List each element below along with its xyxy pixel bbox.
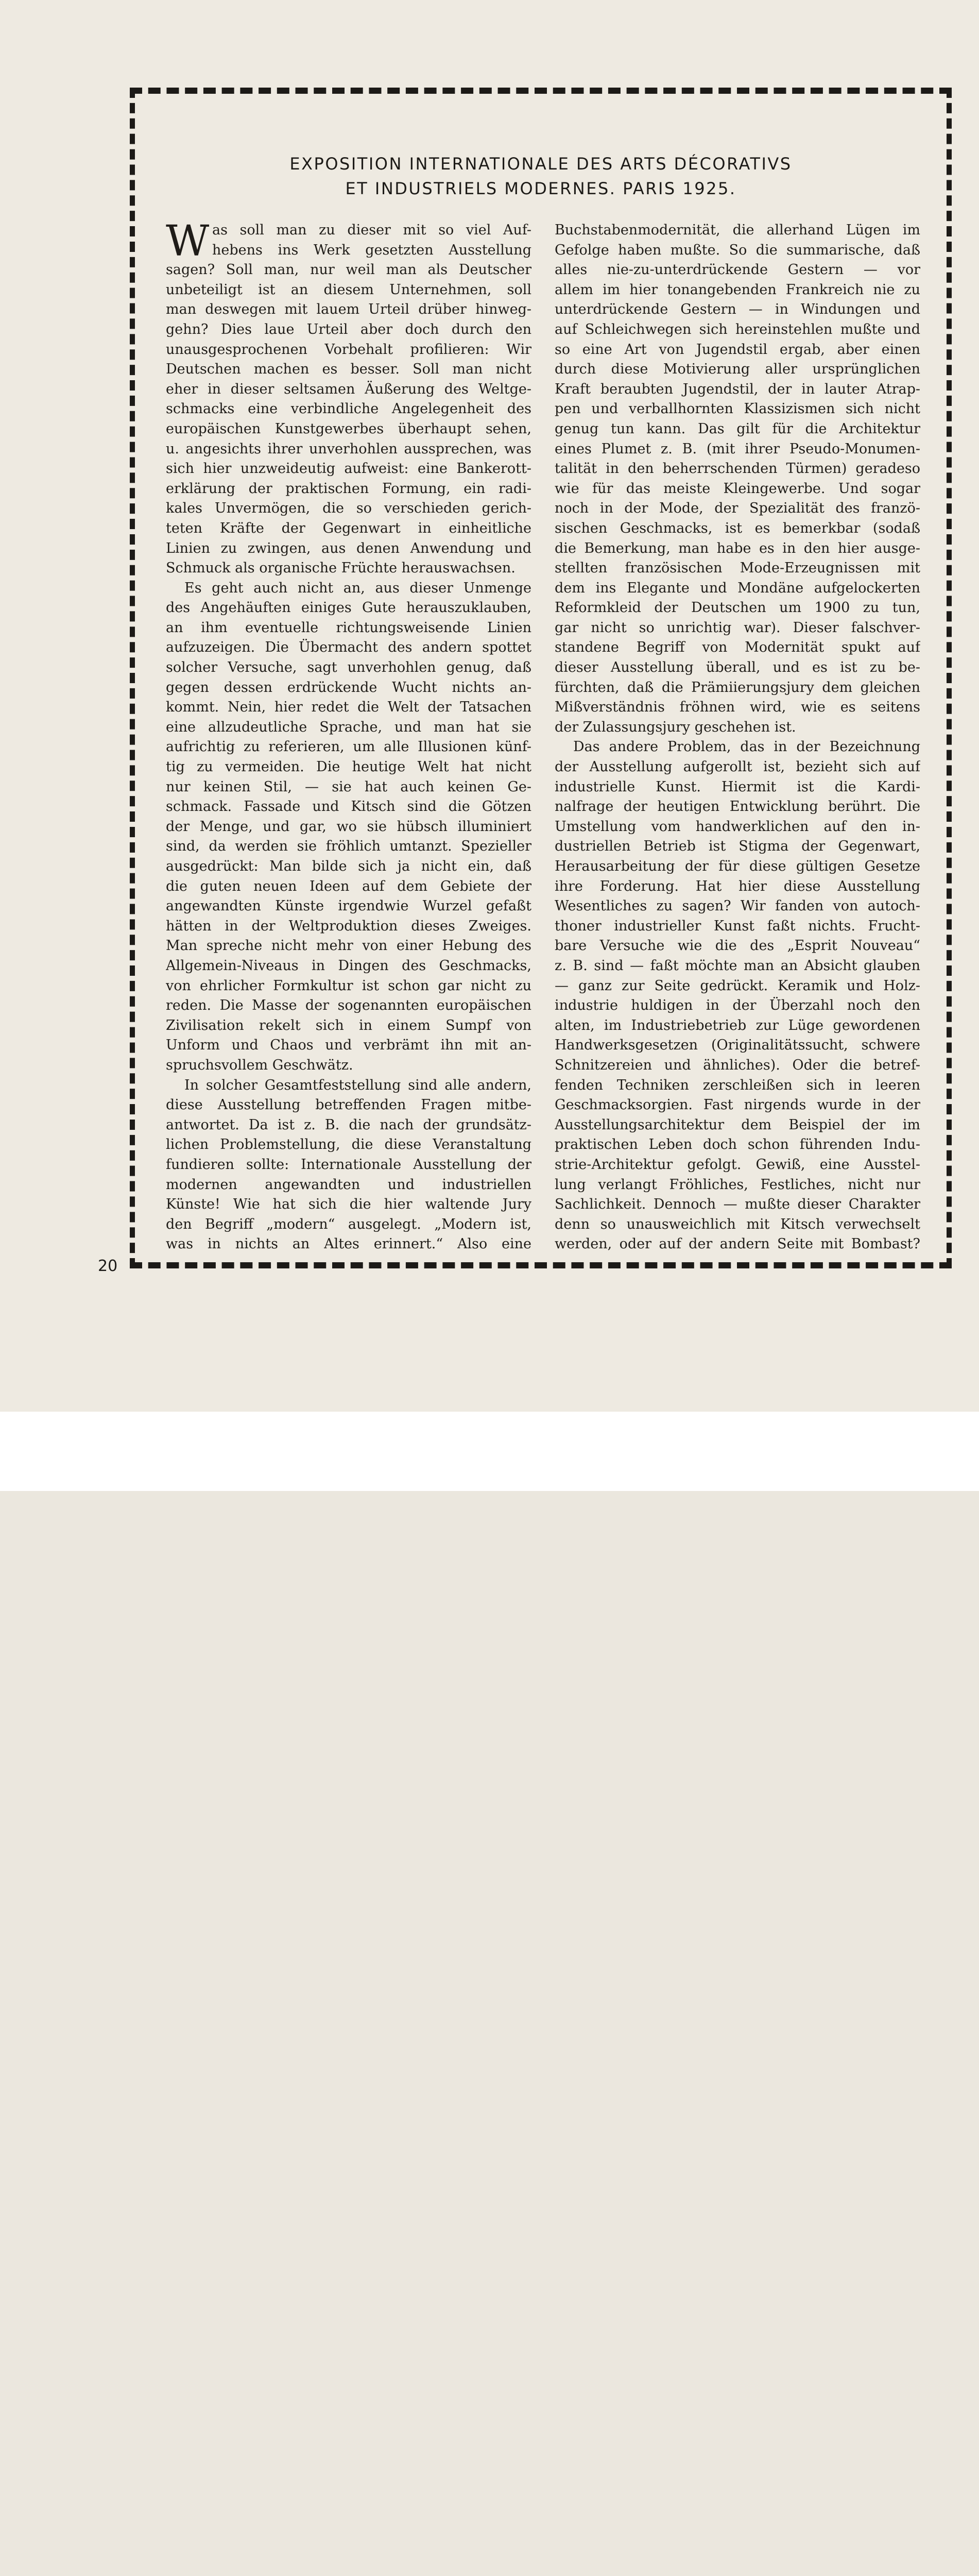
- text-line: nalfrage der heutigen Entwicklung berührt. Die: [555, 799, 920, 815]
- text-line: Schnitzereien und ähnliches). Oder die betref-: [555, 1057, 920, 1073]
- text-line: Handwerksgesetzen (Originalitätssucht, schwere: [555, 1037, 920, 1054]
- text-line: des Angehäuften einiges Gute herauszuklauben,: [166, 600, 531, 616]
- article-title-line-1: EXPOSITION INTERNATIONALE DES ARTS DÉCORATIVS: [289, 154, 792, 174]
- text-line: die Bemerkung, man habe es in den hier ausge-: [555, 540, 920, 556]
- text-line: strie-Architektur gefolgt. Gewiß, eine Ausstel-: [555, 1156, 920, 1173]
- text-line: solcher Versuche, sagt unverhohlen genug, daß: [166, 659, 531, 676]
- text-line: Künste! Wie hat sich die hier waltende Jury: [166, 1196, 531, 1213]
- text-line: Man spreche nicht mehr von einer Hebung des: [166, 938, 531, 954]
- text-line: hebens ins Werk gesetzten Ausstellung: [212, 242, 531, 258]
- text-line: lung verlangt Fröhliches, Festliches, nicht nur: [555, 1176, 920, 1193]
- text-line: so eine Art von Jugendstil ergab, aber einen: [555, 341, 920, 358]
- text-line: Gefolge haben mußte. So die summarische, daß: [555, 242, 920, 258]
- text-line: Unform und Chaos und verbrämt ihn mit an-: [166, 1037, 531, 1054]
- text-line: dieser Ausstellung überall, und es ist zu be-: [555, 659, 920, 676]
- text-line: industrielle Kunst. Hiermit ist die Kardi-: [555, 778, 920, 795]
- text-line: angewandten Künste irgendwie Wurzel gefaßt: [166, 898, 531, 914]
- text-line: spruchsvollem Geschwätz.: [166, 1057, 353, 1073]
- text-line: Reformkleid der Deutschen um 1900 zu tun,: [555, 600, 920, 616]
- text-line: unbeteiligt ist an diesem Unternehmen, soll: [166, 281, 531, 298]
- text-line: eine allzudeutliche Sprache, und man hat sie: [166, 719, 531, 735]
- text-line: pen und verballhornten Klassizismen sich nicht: [555, 401, 920, 417]
- text-line: bare Versuche wie die des „Esprit Nouveau“: [555, 938, 920, 954]
- text-line: lichen Problemstellung, die diese Veranstaltung: [166, 1137, 531, 1153]
- text-line: Mißverständnis fröhnen wird, wie es seitens: [555, 699, 920, 716]
- text-line: wie für das meiste Kleingewerbe. Und sogar: [555, 480, 920, 497]
- text-line: Deutschen machen es besser. Soll man nicht: [166, 361, 531, 378]
- text-line: gegen dessen erdrückende Wucht nichts an-: [166, 679, 531, 696]
- text-line: Ausstellungsarchitektur dem Beispiel der im: [555, 1116, 920, 1133]
- text-line: schmack. Fassade und Kitsch sind die Götzen: [166, 799, 531, 815]
- text-line: noch in der Mode, der Spezialität des franzö-: [555, 500, 920, 517]
- text-line: Sachlichkeit. Dennoch — mußte dieser Charakter: [555, 1196, 920, 1213]
- text-line: sischen Geschmacks, ist es bemerkbar (sodaß: [555, 520, 920, 536]
- text-line: Kraft beraubten Jugendstil, der in lauter Atrap-: [555, 381, 920, 397]
- text-line: dustriellen Betrieb ist Stigma der Gegenwart,: [555, 838, 920, 855]
- text-line: man deswegen mit lauem Urteil drüber hinweg-: [166, 301, 531, 318]
- text-line: stellten französischen Mode-Erzeugnissen mit: [555, 560, 920, 577]
- right-text-column: [555, 221, 920, 1255]
- text-line: Umstellung vom handwerklichen auf den in-: [555, 818, 920, 835]
- text-line: industrie huldigen in der Überzahl noch den: [555, 997, 920, 1014]
- text-line: denn so unausweichlich mit Kitsch verwechselt: [555, 1216, 920, 1232]
- text-line: durch diese Motivierung aller ursprünglichen: [555, 361, 920, 378]
- text-line: Linien zu zwingen, aus denen Anwendung und: [166, 540, 531, 556]
- text-line: u. angesichts ihrer unverhohlen aussprechen, was: [166, 440, 531, 457]
- text-line: tig zu vermeiden. Die heutige Welt hat nicht: [166, 759, 531, 775]
- text-line: schmacks eine verbindliche Angelegenheit des: [166, 401, 531, 417]
- text-line: europäischen Kunstgewerbes überhaupt sehen,: [166, 420, 531, 437]
- text-line: aufrichtig zu referieren, um alle Illusionen künf-: [166, 739, 531, 755]
- text-line: werden, oder auf der andern Seite mit Bombast?: [555, 1236, 920, 1252]
- text-line: die guten neuen Ideen auf dem Gebiete der: [166, 878, 531, 894]
- text-line: fundieren sollte: Internationale Ausstellung der: [166, 1156, 531, 1173]
- text-line: ausgedrückt: Man bilde sich ja nicht ein, daß: [166, 858, 531, 874]
- text-line: fenden Techniken zerschleißen sich in leeren: [555, 1077, 920, 1093]
- text-line: Schmuck als organische Früchte herauswachsen.: [166, 560, 516, 577]
- text-line: was in nichts an Altes erinnert.“ Also eine: [166, 1236, 531, 1252]
- text-line: gehn? Dies laue Urteil aber doch durch den: [166, 321, 531, 337]
- digitization-footer: [0, 1412, 979, 1491]
- text-line: Buchstabenmodernität, die allerhand Lügen im: [555, 222, 920, 238]
- page-number: 20: [98, 1257, 118, 1275]
- text-line: auf Schleichwegen sich hereinstehlen mußte und: [555, 321, 920, 337]
- text-line: unausgesprochenen Vorbehalt profilieren: Wir: [166, 341, 531, 358]
- text-line: Herausarbeitung der für diese gültigen Gesetze: [555, 858, 920, 874]
- text-line: kommt. Nein, hier redet die Welt der Tatsachen: [166, 699, 531, 716]
- text-line: dem ins Elegante und Mondäne aufgelockerten: [555, 580, 920, 596]
- drop-cap-letter: W: [166, 217, 210, 266]
- text-line: sind, da werden sie fröhlich umtanzt. Spezieller: [166, 838, 531, 855]
- text-line: Geschmacksorgien. Fast nirgends wurde in der: [555, 1097, 920, 1113]
- left-text-column: [166, 217, 531, 1255]
- text-line: alles nie-zu-unterdrückende Gestern — vor: [555, 262, 920, 278]
- text-line: modernen angewandten und industriellen: [166, 1176, 531, 1193]
- text-line: alten, im Industriebetrieb zur Lüge gewordenen: [555, 1017, 920, 1033]
- text-line: Allgemein-Niveaus in Dingen des Geschmacks,: [166, 957, 531, 974]
- text-line: an ihm eventuelle richtungsweisende Linien: [166, 619, 531, 636]
- text-line: antwortet. Da ist z. B. die nach der grundsätz-: [166, 1116, 531, 1133]
- text-line: genug tun kann. Das gilt für die Architektur: [555, 420, 920, 437]
- text-line: standene Begriff von Modernität spukt auf: [555, 639, 920, 656]
- text-line: sich hier unzweideutig aufweist: eine Bankerott-: [166, 461, 531, 477]
- text-line: der Ausstellung aufgerollt ist, bezieht sich auf: [555, 759, 920, 775]
- text-line: sagen? Soll man, nur weil man als Deutscher: [166, 262, 531, 278]
- text-line: allem im hier tonangebenden Frankreich nie zu: [555, 281, 920, 298]
- text-line: talität in den beherrschenden Türmen) geradeso: [555, 461, 920, 477]
- text-line: In solcher Gesamtfeststellung sind alle andern,: [184, 1077, 531, 1093]
- text-line: Das andere Problem, das in der Bezeichnung: [573, 739, 920, 755]
- text-line: hätten in der Weltproduktion dieses Zweiges.: [166, 918, 531, 934]
- text-line: reden. Die Masse der sogenannten europäischen: [166, 997, 531, 1014]
- text-line: der Menge, und gar, wo sie hübsch illuminiert: [166, 818, 531, 835]
- text-line: teten Kräfte der Gegenwart in einheitliche: [166, 520, 531, 536]
- text-line: aufzuzeigen. Die Übermacht des andern spottet: [166, 639, 531, 656]
- text-line: der Zulassungsjury geschehen ist.: [555, 719, 796, 735]
- text-line: kales Unvermögen, die so verschieden gerich-: [166, 500, 531, 517]
- text-line: eines Plumet z. B. (mit ihrer Pseudo-Monumen-: [555, 440, 920, 457]
- text-line: Es geht auch nicht an, aus dieser Unmenge: [184, 580, 531, 596]
- text-line: eher in dieser seltsamen Äußerung des Weltge-: [166, 381, 531, 397]
- text-line: nur keinen Stil, — sie hat auch keinen Ge-: [166, 778, 531, 795]
- text-line: diese Ausstellung betreffenden Fragen mitbe-: [166, 1097, 531, 1113]
- text-line: — ganz zur Seite gedrückt. Keramik und Holz-: [555, 977, 920, 994]
- article-title-line-2: ET INDUSTRIELS MODERNES. PARIS 1925.: [345, 179, 736, 198]
- text-line: praktischen Leben doch schon führenden Indu-: [555, 1137, 920, 1153]
- text-line: fürchten, daß die Prämiierungsjury dem gleichen: [555, 679, 920, 696]
- text-line: thoner industrieller Kunst faßt nichts. Frucht-: [555, 918, 920, 934]
- text-line: Zivilisation rekelt sich in einem Sumpf von: [166, 1017, 531, 1033]
- text-line: ihre Forderung. Hat hier diese Ausstellung: [555, 878, 920, 894]
- text-line: erklärung der praktischen Formung, ein radi-: [166, 480, 531, 497]
- text-line: Wesentliches zu sagen? Wir fanden von autoch-: [555, 898, 920, 914]
- text-line: unterdrückende Gestern — in Windungen und: [555, 301, 920, 318]
- text-line: von ehrlicher Formkultur ist schon gar nicht zu: [166, 977, 531, 994]
- text-line: z. B. sind — faßt möchte man an Absicht glauben: [555, 957, 920, 974]
- text-line: gar nicht so unrichtig war). Dieser falschver-: [555, 619, 920, 636]
- text-line: as soll man zu dieser mit so viel Auf-: [212, 222, 531, 238]
- text-line: den Begriff „modern“ ausgelegt. „Modern ist,: [166, 1216, 531, 1232]
